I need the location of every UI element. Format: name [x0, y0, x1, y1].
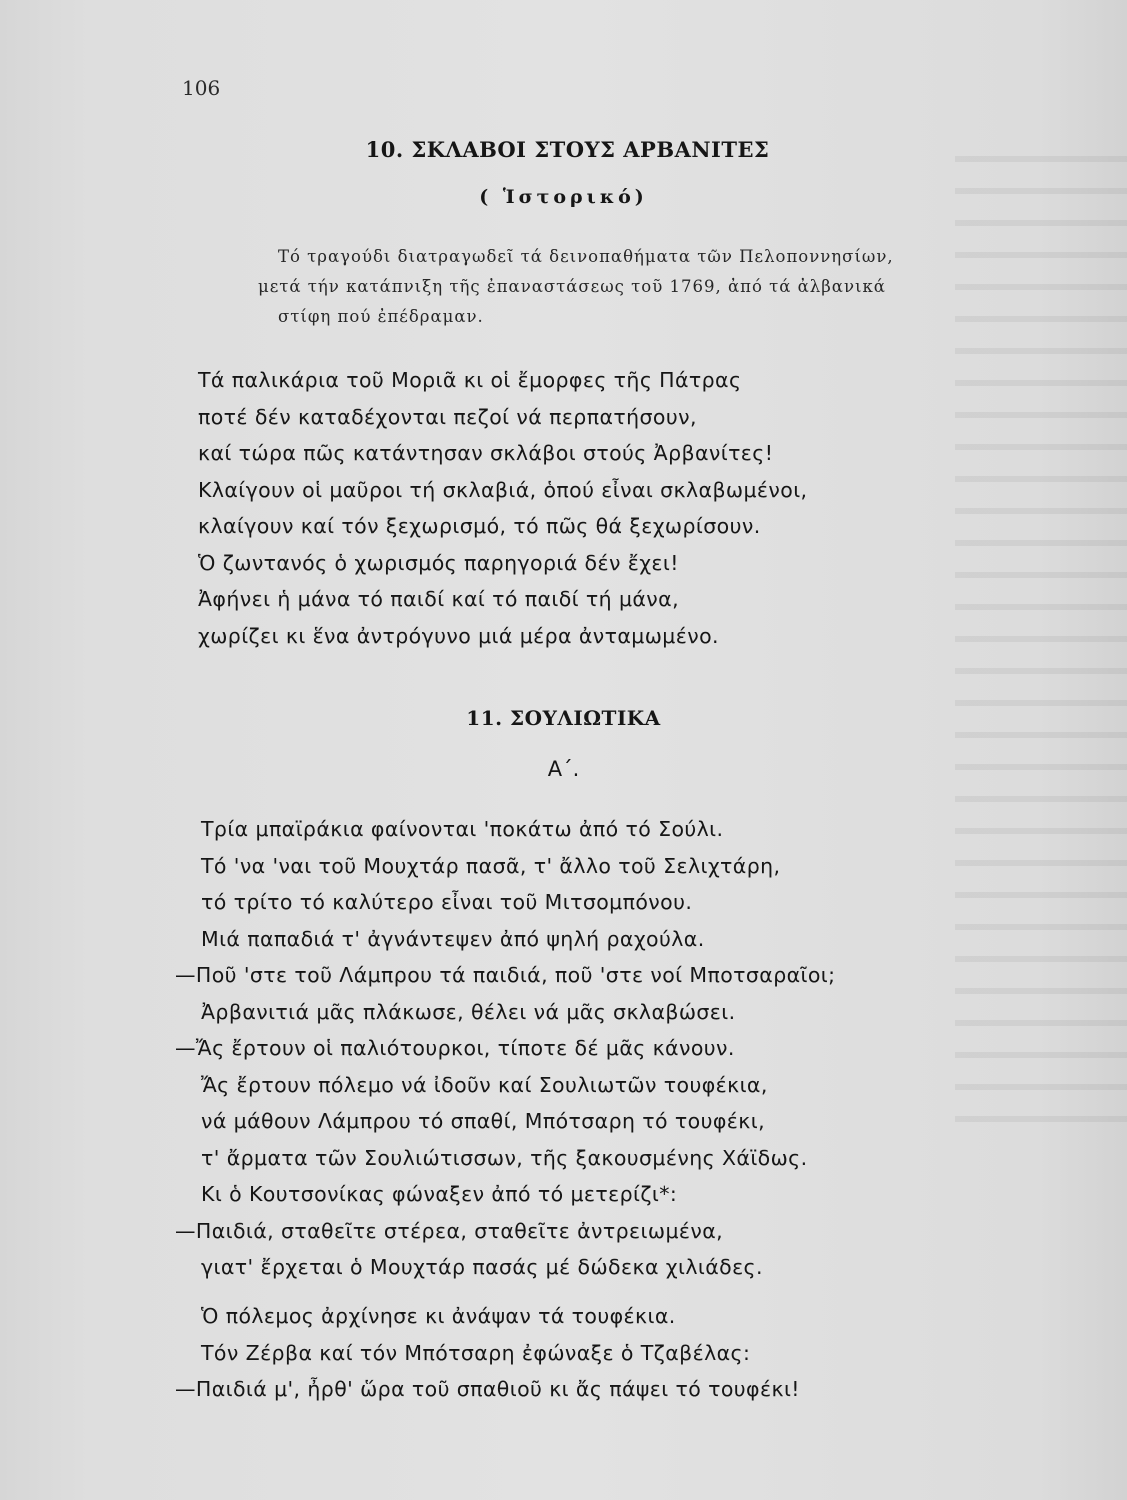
- poem-line: Τόν Ζέρβα καί τόν Μπότσαρη ἐφώναξε ὁ Τζαβέλας:: [201, 1340, 751, 1365]
- poem-line: Ἀφήνει ἡ μάνα τό παιδί καί τό παιδί τή μάνα,: [198, 587, 679, 611]
- section-11-part: Α΄.: [547, 757, 580, 781]
- section-10-intro: [258, 242, 958, 332]
- poem-line: Κι ὁ Κουτσονίκας φώναξεν ἀπό τό μετερίζι*:: [201, 1182, 678, 1206]
- intro-line: Τό τραγούδι διατραγωδεῖ τά δεινοπαθήματα τῶν Πελοποννησίων,: [278, 247, 894, 266]
- poem-line: τό τρίτο τό καλύτερο εἶναι τοῦ Μιτσομπόνου.: [201, 890, 693, 914]
- poem-line: κλαίγουν καί τόν ξεχωρισμό, τό πῶς θά ξεχωρίσουν.: [198, 514, 761, 538]
- poem-line: Τρία μπαϊράκια φαίνονται 'ποκάτω ἀπό τό Σούλι.: [201, 817, 724, 841]
- show-through-text: [955, 130, 1127, 1130]
- page-number: 106: [182, 76, 221, 100]
- poem-line: Τά παλικάρια τοῦ Μοριᾶ κι οἱ ἔμορφες τῆς Πάτρας: [198, 368, 742, 392]
- intro-line: μετά τήν κατάπνιξη τῆς ἐπαναστάσεως τοῦ 1769, ἀπό τά ἀλβανικά: [258, 277, 886, 296]
- section-10-subtitle: ( Ἱστορικό): [479, 186, 648, 208]
- poem-line: τ' ἄρματα τῶν Σουλιώτισσων, τῆς ξακουσμένης Χάϊδως.: [201, 1145, 808, 1170]
- poem-line: —Παιδιά, σταθεῖτε στέρεα, σταθεῖτε ἀντρειωμένα,: [175, 1218, 724, 1243]
- poem-line: γιατ' ἔρχεται ὁ Μουχτάρ πασάς μέ δώδεκα χιλιάδες.: [201, 1255, 763, 1279]
- section-11-poem-continued: [173, 1298, 800, 1408]
- poem-line: Τό 'να 'ναι τοῦ Μουχτάρ πασᾶ, τ' ἄλλο τοῦ Σελιχτάρη,: [201, 853, 781, 878]
- poem-line: Ἀρβανιτιά μᾶς πλάκωσε, θέλει νά μᾶς σκλαβώσει.: [201, 999, 736, 1024]
- poem-line: Ἄς ἔρτουν πόλεμο νά ἰδοῦν καί Σουλιωτῶν τουφέκια,: [201, 1072, 768, 1097]
- section-11-poem: [173, 811, 835, 1286]
- poem-line: ποτέ δέν καταδέχονται πεζοί νά περπατήσουν,: [198, 404, 697, 429]
- poem-line: —Ἄς ἔρτουν οἱ παλιότουρκοι, τίποτε δέ μᾶς κάνουν.: [175, 1036, 735, 1060]
- poem-line: χωρίζει κι ἕνα ἀντρόγυνο μιά μέρα ἀνταμωμένο.: [198, 623, 719, 648]
- poem-line: νά μάθουν Λάμπρου τό σπαθί, Μπότσαρη τό τουφέκι,: [201, 1109, 765, 1133]
- poem-line: —Παιδιά μ', ἦρθ' ὥρα τοῦ σπαθιοῦ κι ἄς πάψει τό τουφέκι!: [175, 1377, 800, 1401]
- poem-line: Ὁ ζωντανός ὁ χωρισμός παρηγοριά δέν ἔχει!: [198, 550, 679, 575]
- poem-line: Κλαίγουν οἱ μαῦροι τή σκλαβιά, ὁπού εἶναι σκλαβωμένοι,: [198, 477, 808, 502]
- poem-line: καί τώρα πῶς κατάντησαν σκλάβοι στούς Ἀρβανίτες!: [198, 441, 774, 465]
- poem-line: Μιά παπαδιά τ' ἀγνάντεψεν ἀπό ψηλή ραχούλα.: [201, 926, 705, 951]
- poem-line: —Ποῦ 'στε τοῦ Λάμπρου τά παιδιά, ποῦ 'στε νοί Μποτσαραῖοι;: [175, 963, 836, 987]
- section-10-title: 10. ΣΚΛΑΒΟΙ ΣΤΟΥΣ ΑΡΒΑΝΙΤΕΣ: [365, 137, 770, 162]
- poem-line: Ὁ πόλεμος ἀρχίνησε κι ἀνάψαν τά τουφέκια.: [201, 1304, 676, 1328]
- section-11-title: 11. ΣΟΥΛΙΩΤΙΚΑ: [466, 706, 661, 730]
- intro-line: στίφη πού ἐπέδραμαν.: [278, 307, 484, 326]
- section-10-poem: [198, 362, 807, 654]
